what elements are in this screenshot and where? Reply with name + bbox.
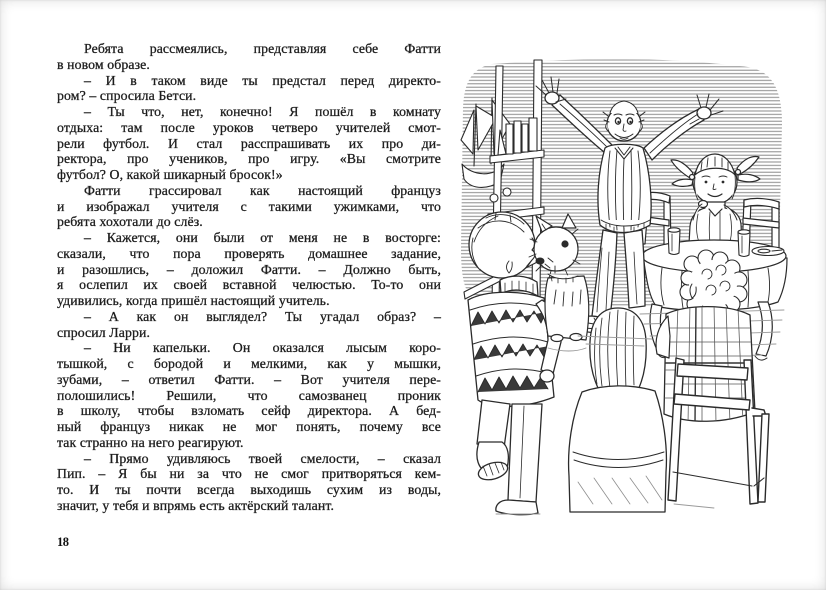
paragraph xyxy=(57,73,441,105)
text-line: зубами, – ответил Фатти. – Вот учителя пере- xyxy=(57,371,441,387)
paragraph xyxy=(57,41,441,73)
text-line: – Ни капельки. Он оказался лысым коро- xyxy=(84,340,441,356)
text-line: удивились, когда пришёл настоящий учитель. xyxy=(57,293,330,308)
paragraph xyxy=(57,451,441,514)
paragraph xyxy=(57,104,441,183)
paragraph xyxy=(57,309,441,341)
text-line: и разошлись, – доложил Фатти. – Должно быть, xyxy=(57,261,441,277)
text-line: так странно на него реагируют. xyxy=(57,434,244,450)
text-line: ром? – спросила Бетси. xyxy=(57,88,197,104)
text-line: – Кажется, они были от меня не в восторге: xyxy=(84,230,441,245)
text-line: и изображал учителя с такими ужимками, что xyxy=(57,198,441,214)
text-line: Пип. – Я бы ни за что не смог притворяться кем- xyxy=(57,466,441,482)
paragraph xyxy=(57,183,441,230)
text-line: сказали, что пора проверять домашнее задание, xyxy=(57,245,441,261)
text-line: футбол? О, какой шикарный бросок!» xyxy=(57,167,283,182)
text-line: спросил Ларри. xyxy=(57,324,150,340)
text-line: я ослепил их своей вставной челюстью. То-то они xyxy=(57,277,441,293)
text-line: ный француз никак не мог понять, почему все xyxy=(57,419,441,434)
text-line: в новом образе. xyxy=(57,56,150,72)
text-line: рели футбол. И стал расспрашивать их про ди- xyxy=(57,135,441,151)
text-line: полошились! Решили, что самозванец проник xyxy=(57,387,441,403)
text-line: ребята хохотали до слёз. xyxy=(57,214,203,230)
illustration-figure xyxy=(452,52,797,517)
text-line: отдыха: там после уроков четверо учителей смот- xyxy=(57,119,441,135)
text-line: в школу, чтобы взломать сейф директора. А бед- xyxy=(57,403,441,419)
text-line: – И в таком виде ты предстал перед директо- xyxy=(84,72,441,88)
text-line: – Прямо удивляюсь твоей смелости, – сказал xyxy=(84,450,441,466)
book-illustration xyxy=(452,52,797,517)
text-column xyxy=(57,41,441,514)
text-line: – А как он выглядел? Ты угадал образ? – xyxy=(84,308,441,324)
text-line: Фатти грассировал как настоящий француз xyxy=(84,182,441,198)
text-line: – Ты что, нет, конечно! Я пошёл в комнату xyxy=(84,104,441,119)
text-line: Ребята рассмеялись, представляя себе Фатти xyxy=(84,41,441,56)
paragraph xyxy=(57,340,441,450)
text-line: тышкой, с бородой и мелкими, как у мышки, xyxy=(57,356,441,371)
text-line: значит, у тебя и впрямь есть актёрский талант. xyxy=(57,497,335,513)
text-line: ректора, про учеников, про игру. «Вы смотрите xyxy=(57,151,441,167)
page-number: 18 xyxy=(57,535,69,549)
text-line: то. И ты почти всегда выходишь сухим из воды, xyxy=(57,482,441,497)
paragraph xyxy=(57,230,441,309)
